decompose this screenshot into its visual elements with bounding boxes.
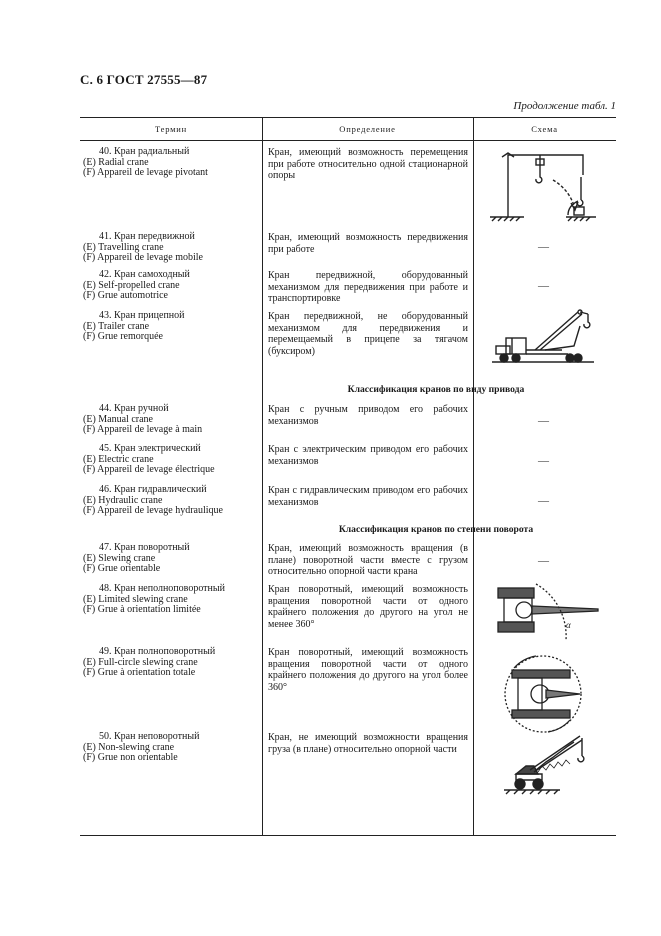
term-en: (E) Slewing crane — [83, 552, 156, 564]
term-fr: (F) Appareil de levage à main — [83, 424, 203, 436]
definition-40: Кран, имеющий возможность перемещения при работе относительно одной стационарной опоры — [268, 147, 468, 182]
header-rule — [80, 140, 616, 141]
column-header-terms: Термин — [154, 124, 188, 134]
scheme-dash: — — [538, 555, 549, 567]
term-en: (E) Limited slewing crane — [83, 593, 188, 605]
term-fr: (F) Appareil de levage mobile — [83, 252, 203, 264]
term-45 — [80, 444, 262, 476]
term-ru: 46. Кран гидравлический — [99, 484, 207, 495]
definition-43: Кран передвижной, не оборудованный механизмом для передвижения и перемещаемый в прицепе за тягачом (буксиром) — [268, 311, 468, 357]
term-ru: 45. Кран электрический — [99, 443, 201, 454]
term-44 — [80, 404, 262, 436]
term-fr: (F) Grue automotrice — [83, 290, 168, 302]
definition-44: Кран с ручным приводом его рабочих механизмов — [268, 404, 468, 427]
term-ru: 50. Кран неповоротный — [99, 731, 200, 742]
term-fr: (F) Grue non orientable — [83, 752, 178, 764]
term-en: (E) Travelling crane — [83, 241, 164, 253]
scheme-dash: — — [538, 415, 549, 427]
page-header: С. 6 ГОСТ 27555—87 — [80, 72, 208, 87]
term-ru: 44. Кран ручной — [99, 403, 169, 414]
term-ru: 49. Кран полноповоротный — [99, 646, 216, 657]
term-ru: 47. Кран поворотный — [99, 542, 190, 553]
term-ru: 41. Кран передвижной — [99, 231, 195, 242]
column-divider — [473, 118, 474, 835]
term-50 — [80, 732, 262, 764]
scheme-dash: — — [538, 241, 549, 253]
term-40 — [80, 147, 262, 179]
term-fr: (F) Grue remorquée — [83, 331, 163, 343]
scheme-dash: — — [538, 455, 549, 467]
term-en: (E) Radial crane — [83, 156, 149, 168]
term-fr: (F) Grue à orientation totale — [83, 667, 196, 679]
term-48 — [80, 584, 262, 616]
trailer-crane-scheme — [490, 306, 602, 368]
term-fr: (F) Appareil de levage hydraulique — [83, 505, 223, 517]
definition-41: Кран, имеющий возможность передвижения при работе — [268, 232, 468, 255]
term-fr: (F) Appareil de levage pivotant — [83, 167, 208, 179]
definition-45: Кран с электрическим приводом его рабочих механизмов — [268, 444, 468, 467]
scheme-dash: — — [538, 280, 549, 292]
term-42 — [80, 270, 262, 302]
non-slewing-scheme — [500, 730, 600, 800]
table-continuation-note: Продолжение табл. 1 — [513, 100, 616, 112]
column-divider — [262, 118, 263, 835]
limited-slewing-scheme — [490, 582, 610, 642]
term-46 — [80, 485, 262, 517]
section-heading-slewing: Классификация кранов по степени поворота — [338, 524, 534, 535]
term-49 — [80, 647, 262, 679]
term-ru: 43. Кран прицепной — [99, 310, 185, 321]
term-ru: 40. Кран радиальный — [99, 146, 190, 157]
section-heading-drive: Классификация кранов по виду привода — [347, 384, 525, 395]
term-en: (E) Hydraulic crane — [83, 494, 163, 506]
column-header-scheme: Схема — [531, 124, 558, 134]
term-fr: (F) Appareil de levage électrique — [83, 464, 215, 476]
term-fr: (F) Grue orientable — [83, 563, 161, 575]
term-ru: 48. Кран неполноповоротный — [99, 583, 225, 594]
radial-crane-scheme — [488, 145, 598, 225]
definition-46: Кран с гидравлическим приводом его рабочих механизмов — [268, 485, 468, 508]
term-en: (E) Self-propelled crane — [83, 279, 180, 291]
term-en: (E) Non-slewing crane — [83, 741, 175, 753]
definition-48: Кран поворотный, имеющий возможность вращения поворотной части от одного крайнего положения до другого на угол не менее 360° — [268, 584, 468, 630]
full-circle-scheme — [498, 652, 588, 736]
angle-label: α — [566, 620, 571, 630]
term-fr: (F) Grue à orientation limitée — [83, 604, 201, 616]
term-en: (E) Full-circle slewing crane — [83, 656, 198, 668]
term-43 — [80, 311, 262, 343]
definition-47: Кран, имеющий возможность вращения (в плане) поворотной части вместе с грузом относительно опорной части крана — [268, 543, 468, 578]
term-ru: 42. Кран самоходный — [99, 269, 190, 280]
scheme-dash: — — [538, 495, 549, 507]
definition-49: Кран поворотный, имеющий возможность вращения поворотной части от одного крайнего положения до другого на угол более 360° — [268, 647, 468, 693]
term-en: (E) Electric crane — [83, 453, 154, 465]
column-header-definition: Определение — [339, 124, 396, 134]
definition-50: Кран, не имеющий возможности вращения груза (в плане) относительно опорной части — [268, 732, 468, 755]
term-47 — [80, 543, 262, 575]
term-en: (E) Trailer crane — [83, 320, 150, 332]
term-41 — [80, 232, 262, 264]
term-en: (E) Manual crane — [83, 413, 153, 425]
definition-42: Кран передвижной, оборудованный механизмом для передвижения при работе и транспортировке — [268, 270, 468, 305]
